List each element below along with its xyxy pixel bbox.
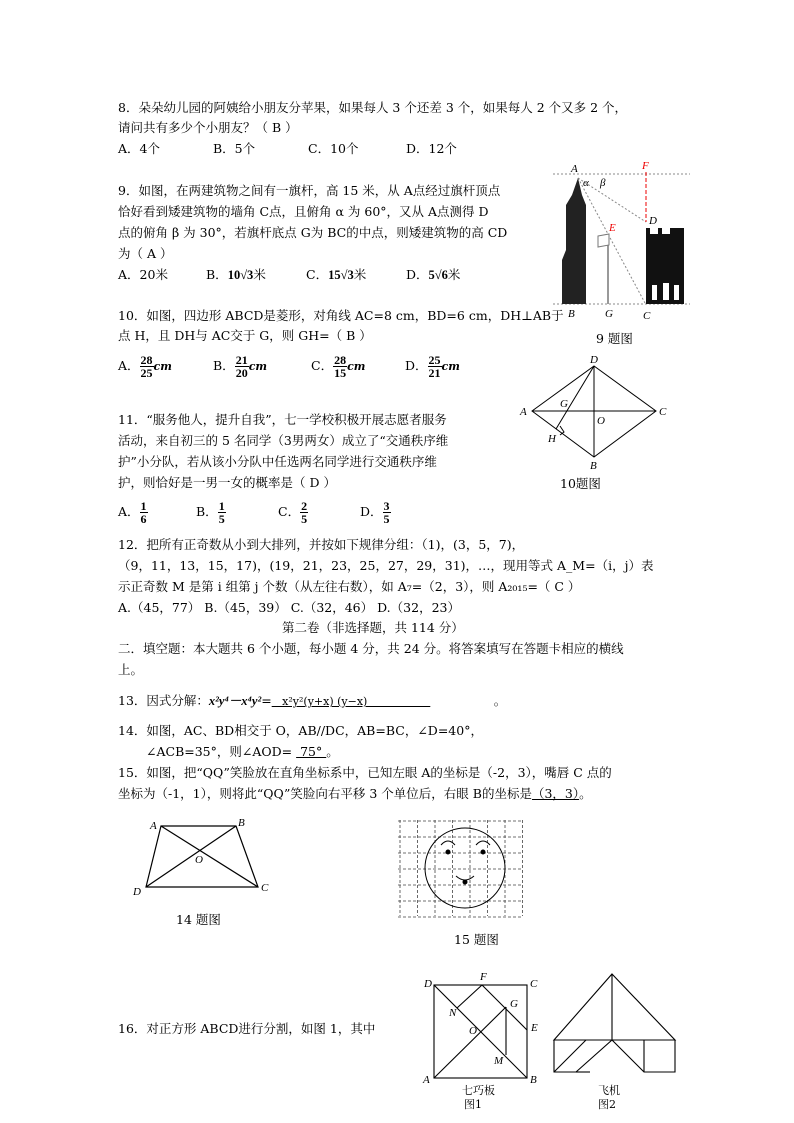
q10-line2: 点 H，且 DH与 AC交于 G，则 GH=（ B ） [118,328,372,343]
fig14-caption: 14 题图 [176,912,221,927]
svg-text:F: F [480,971,487,983]
q15-line1: 15．如图，把“QQ”笑脸放在直角坐标系中，已知左眼 A的坐标是（-2，3），嘴唇 C 点的 [118,765,612,780]
fig16-labels [422,971,538,1086]
svg-text:N: N [449,1007,457,1019]
tangram-airplane [554,974,675,1072]
q13-answer: x²y²(y+x) (y−x) [271,695,431,708]
svg-text:C: C [643,310,651,322]
q10-option-a: A． $\frac{28}{25}$ cm [118,353,172,380]
fig10-caption: 10题图 [560,476,601,491]
svg-text:B: B [238,817,245,829]
q10-option-c: C． $\frac{28}{15}$ cm [311,353,366,380]
smiley-face-icon [425,828,505,908]
q13-expression: x²y⁴－x⁴y² [208,694,262,708]
svg-text:C: C [261,882,269,894]
q13-line: 13．因式分解：x²y⁴－x⁴y²= x²y²(y+x) (y−x) 。 [118,693,507,708]
q12-options: A.（45，77） B.（45，39） C.（32，46） D.（32，23） [118,600,460,615]
svg-text:α: α [583,177,589,189]
svg-text:O: O [469,1025,477,1037]
fig14-labels [132,817,269,898]
q10-line1: 10．如图，四边形 ABCD是菱形，对角线 AC=8 cm，BD=6 cm，DH⊥AB于 [118,308,564,323]
q9-line2: 恰好看到矮建筑物的墙角 C点，且俯角 α 为 60°，又从 A点测得 D [118,204,489,219]
svg-text:H: H [548,433,556,445]
q12-line1: 12．把所有正奇数从小到大排列，并按如下规律分组：（1)，(3，5，7)， [118,537,525,552]
svg-text:A: A [571,163,578,175]
q14-line1: 14．如图，AC、BD相交于 O，AB//DC，AB=BC，∠D=40°， [118,723,483,738]
svg-text:C: C [530,978,538,990]
q9-option-c: C．15√3米 [306,267,367,282]
q14-line2: ∠ACB=35°，则∠AOD= 75° 。 [146,744,339,759]
svg-text:E: E [609,222,616,234]
q8-line2: 请问共有多少个小朋友？（ B ） [118,120,298,135]
q10-option-d: D． $\frac{25}{21}$ cm [405,353,460,380]
tower-icon [562,178,586,304]
q8-option-c: C．10个 [308,141,359,156]
section2-line2: 上。 [118,662,144,677]
svg-text:A: A [150,820,157,832]
q11-line4: 护，则恰好是一男一女的概率是（ D ） [118,475,336,490]
q9-line4: 为（ A ） [118,246,173,261]
svg-text:D: D [590,354,598,366]
q8-line1: 8．朵朵幼儿园的阿姨给小朋友分苹果，如果每人 3 个还差 3 个，如果每人 2 个又多 2 个， [118,100,628,115]
q9-option-a: A．20米 [118,267,168,282]
svg-text:B: B [568,308,575,320]
q16-line1: 16．对正方形 ABCD进行分割，如图 1，其中 [118,1021,376,1036]
fig10-labels [519,354,667,472]
q14-answer: 75° [296,744,327,759]
svg-text:E: E [531,1022,538,1034]
q12-line2: （9，11，13，15，17)，(19，21，23，25，27，29，31)，…，现用等式 A_M=（i，j）表 [118,558,654,573]
section2-title: 第二卷（非选择题，共 114 分） [282,620,464,635]
q11-option-d: D． $\frac{3}{5}$ [360,499,390,526]
q10-option-b: B． $\frac{21}{20}$ cm [213,353,268,380]
q15-answer: （3，3） [531,786,580,801]
flag-icon [598,234,609,304]
section2-line1: 二．填空题：本大题共 6 个小题，每小题 4 分，共 24 分。将答案填写在答题卡相应的横线 [118,641,624,656]
svg-text:M: M [494,1055,504,1067]
svg-text:O: O [195,854,203,866]
svg-text:G: G [560,398,568,410]
svg-text:G: G [605,308,613,320]
svg-text:G: G [510,998,518,1010]
svg-text:D: D [133,886,141,898]
q11-line3: 护”小分队，若从该小分队中任选两名同学进行交通秩序维 [118,454,437,469]
fig16-1-title: 七巧板 [462,1084,495,1097]
svg-text:D: D [649,215,657,227]
svg-text:β: β [600,177,606,189]
q11-line1: 11．“服务他人，提升自我”，七一学校积极开展志愿者服务 [118,412,447,427]
fig9-caption: 9 题图 [596,331,633,346]
svg-text:F: F [642,160,649,172]
svg-text:A: A [423,1074,430,1086]
q11-line2: 活动，来自初三的 5 名同学（3男两女）成立了“交通秩序维 [118,433,449,448]
svg-text:C: C [659,406,667,418]
svg-text:B: B [530,1074,537,1086]
q8-option-b: B．5个 [213,141,256,156]
fig15-grid [398,820,523,917]
svg-text:A: A [520,406,527,418]
castle-icon [646,228,684,304]
q9-line1: 9．如图，在两建筑物之间有一旗杆，高 15 米，从 A点经过旗杆顶点 [118,183,501,198]
q11-option-c: C． $\frac{2}{5}$ [278,499,308,526]
q11-option-a: A． $\frac{1}{6}$ [118,499,147,526]
q9-option-b: B．10√3米 [206,267,266,282]
q9-option-d: D．5√6米 [406,267,461,282]
q15-line2: 坐标为（-1，1），则将此“QQ”笑脸向右平移 3 个单位后，右眼 B的坐标是（3，3）。 [118,786,592,801]
q12-line3: 示正奇数 M 是第 i 组第 j 个数（从左往右数），如 A₇=（2，3），则 A₂₀₁₅=（ C ） [118,579,581,594]
fig16-1-caption: 图1 [464,1098,482,1111]
svg-text:B: B [590,460,597,472]
q9-line3: 点的俯角 β 为 30°，若旗杆底点 G为 BC的中点，则矮建筑物的高 CD [118,225,508,240]
fig16-2-title: 飞机 [598,1084,620,1097]
q8-option-a: A．4个 [118,141,160,156]
q8-option-d: D．12个 [406,141,457,156]
q11-option-b: B． $\frac{1}{5}$ [196,499,225,526]
fig16-2-caption: 图2 [598,1098,616,1111]
svg-text:D: D [424,978,432,990]
svg-text:O: O [597,415,605,427]
fig15-caption: 15 题图 [454,932,499,947]
